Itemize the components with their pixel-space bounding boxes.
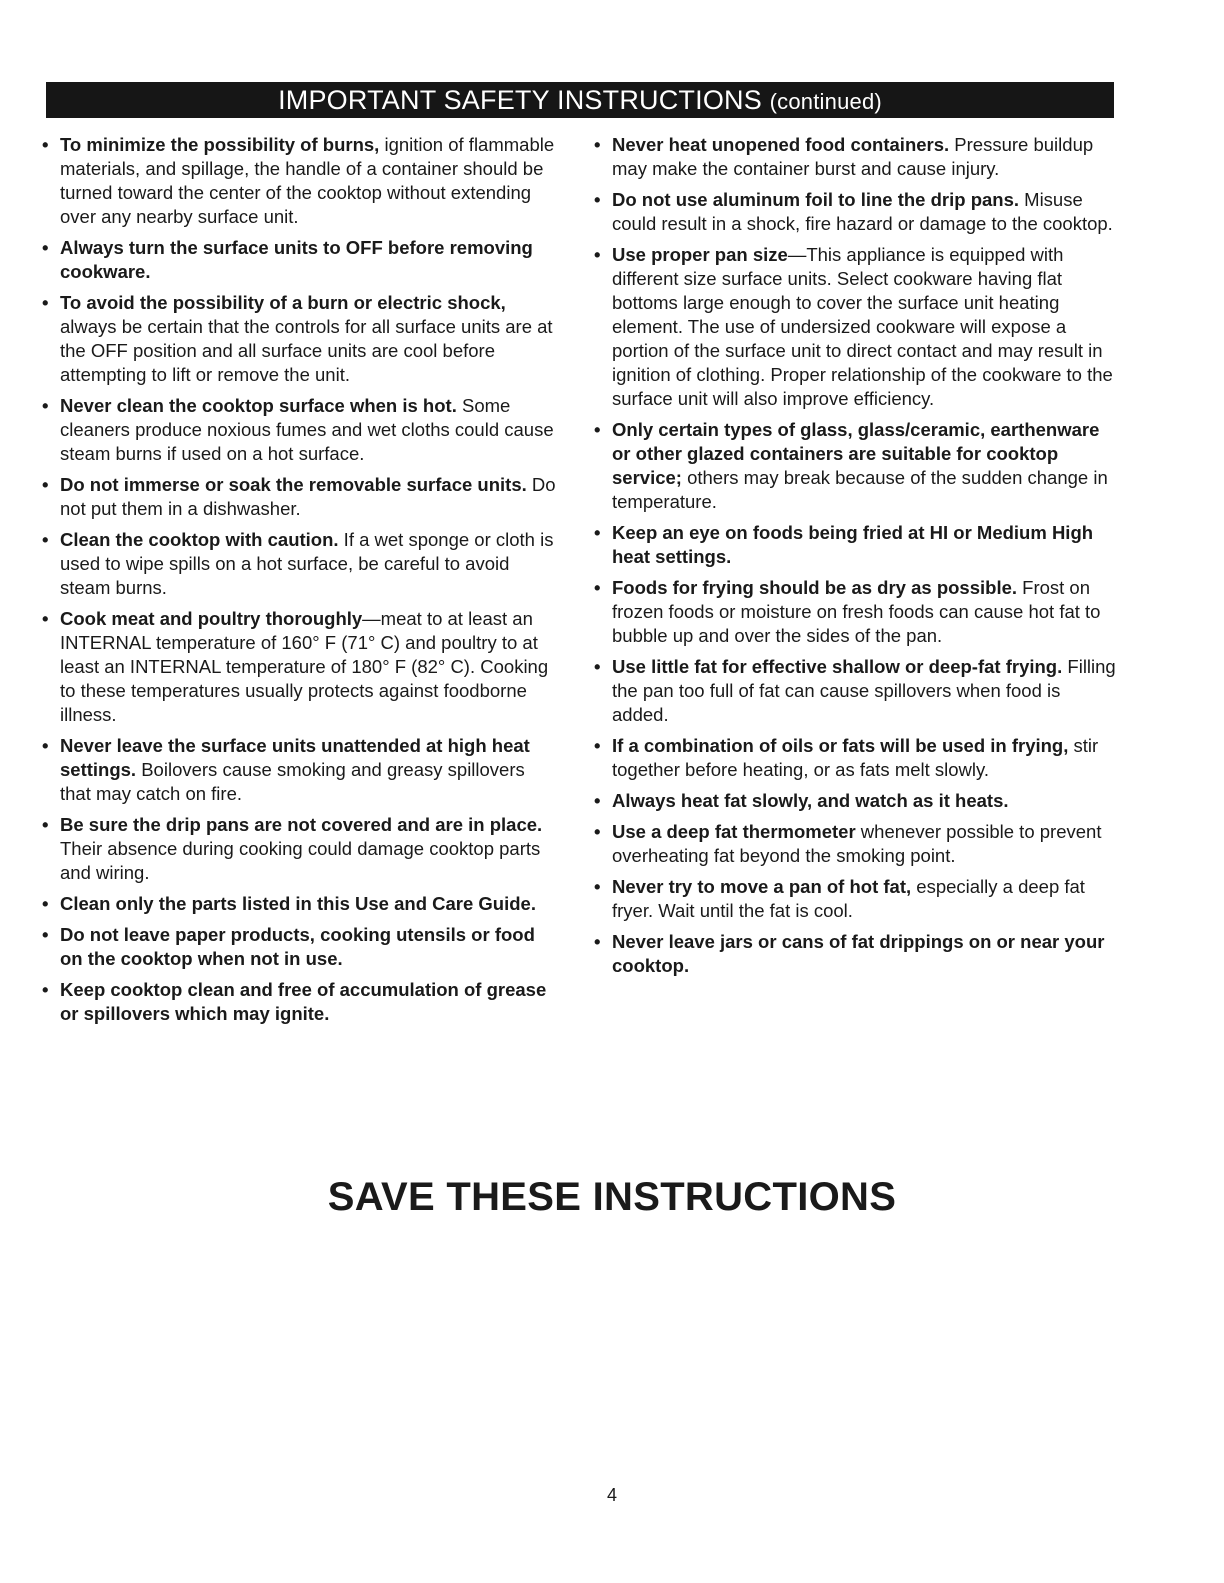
instruction-body: —meat to at least an INTERNAL temperature of 160° F (71° C) and poultry to at least an INTERNAL temperature of 180° F (82° C). Cooking to these temperatures usually protects against foodborne illness. — [60, 608, 549, 725]
list-item — [40, 394, 560, 466]
page-number: 4 — [606, 1485, 617, 1505]
instruction-body: Misuse could result in a shock, fire hazard or damage to the cooktop. — [612, 189, 1113, 234]
instruction-heading: Never leave the surface units unattended at high heat settings. — [60, 735, 530, 780]
save-instructions-heading: SAVE THESE INSTRUCTIONS — [327, 1175, 897, 1219]
list-item — [40, 236, 560, 284]
list-item — [40, 734, 560, 806]
left-instructions-list — [40, 133, 560, 1033]
instruction-body: whenever possible to prevent overheating fat beyond the smoking point. — [612, 821, 1102, 866]
instruction-body: Pressure buildup may make the container burst and cause injury. — [612, 134, 1094, 179]
instruction-heading: Never leave jars or cans of fat drippings on or near your cooktop. — [612, 931, 1105, 976]
instruction-heading: Always heat fat slowly, and watch as it heats. — [612, 790, 1009, 811]
instruction-heading: Do not use aluminum foil to line the drip pans. — [612, 189, 1020, 210]
instruction-heading: Always turn the surface units to OFF before removing cookware. — [60, 237, 533, 282]
list-item — [40, 291, 560, 387]
instruction-body: —This appliance is equipped with different size surface units. Select cookware having flat bottoms large enough to cover the surface unit heating element. The use of undersized cookware will expose a portion of the surface unit to direct contact and may result in ignition of clothing. Proper relationship of the cookware to the surface unit will also improve efficiency. — [612, 244, 1113, 409]
instruction-heading: If a combination of oils or fats will be used in frying, — [612, 735, 1069, 756]
instruction-heading: Use little fat for effective shallow or deep-fat frying. — [612, 656, 1063, 677]
instruction-body: stir together before heating, or as fats melt slowly. — [612, 735, 1099, 780]
header-subtitle: (continued) — [769, 89, 882, 114]
instruction-heading: Never clean the cooktop surface when is hot. — [60, 395, 457, 416]
list-item — [592, 930, 1117, 978]
list-item — [40, 978, 560, 1026]
list-item — [592, 521, 1117, 569]
list-item — [592, 243, 1117, 411]
list-item — [592, 418, 1117, 514]
list-item — [592, 655, 1117, 727]
instruction-heading: To avoid the possibility of a burn or electric shock, — [60, 292, 506, 313]
instruction-body: Do not put them in a dishwasher. — [60, 474, 556, 519]
instruction-body: Filling the pan too full of fat can cause spillovers when food is added. — [612, 656, 1116, 725]
instruction-heading: Never try to move a pan of hot fat, — [612, 876, 912, 897]
instruction-heading: To minimize the possibility of burns, — [60, 134, 380, 155]
list-item — [40, 813, 560, 885]
instruction-heading: Do not leave paper products, cooking utensils or food on the cooktop when not in use. — [60, 924, 535, 969]
list-item — [592, 789, 1117, 813]
instruction-body: others may break because of the sudden change in temperature. — [612, 467, 1108, 512]
list-item — [592, 734, 1117, 782]
list-item — [592, 820, 1117, 868]
list-item — [40, 892, 560, 916]
instruction-body: ignition of flammable materials, and spillage, the handle of a container should be turned toward the center of the cooktop without extending over any nearby surface unit. — [60, 134, 555, 227]
instruction-body: If a wet sponge or cloth is used to wipe spills on a hot surface, be careful to avoid steam burns. — [60, 529, 554, 598]
instruction-body: especially a deep fat fryer. Wait until the fat is cool. — [612, 876, 1085, 921]
list-item — [40, 133, 560, 229]
instruction-body: Boilovers cause smoking and greasy spillovers that may catch on fire. — [60, 759, 525, 804]
instruction-heading: Use proper pan size — [612, 244, 788, 265]
header-title: IMPORTANT SAFETY INSTRUCTIONS — [278, 85, 762, 115]
instruction-heading: Clean only the parts listed in this Use and Care Guide. — [60, 893, 536, 914]
list-item — [40, 473, 560, 521]
instruction-heading: Keep cooktop clean and free of accumulation of grease or spillovers which may ignite. — [60, 979, 547, 1024]
instruction-heading: Cook meat and poultry thoroughly — [60, 608, 363, 629]
section-header-banner — [46, 82, 1114, 118]
list-item — [592, 188, 1117, 236]
list-item — [592, 133, 1117, 181]
instruction-heading: Be sure the drip pans are not covered and are in place. — [60, 814, 543, 835]
list-item — [40, 607, 560, 727]
instruction-body: Frost on frozen foods or moisture on fresh foods can cause hot fat to bubble up and over the sides of the pan. — [612, 577, 1101, 646]
instruction-heading: Clean the cooktop with caution. — [60, 529, 339, 550]
list-item — [592, 875, 1117, 923]
instruction-heading: Only certain types of glass, glass/ceramic, earthenware or other glazed containers are suitable for cooktop service; — [612, 419, 1100, 488]
instruction-heading: Do not immerse or soak the removable surface units. — [60, 474, 527, 495]
instruction-heading: Never heat unopened food containers. — [612, 134, 950, 155]
instruction-body: always be certain that the controls for all surface units are at the OFF position and all surface units are cool before attempting to lift or remove the unit. — [60, 316, 553, 385]
instruction-body: Their absence during cooking could damage cooktop parts and wiring. — [60, 838, 541, 883]
instruction-heading: Use a deep fat thermometer — [612, 821, 856, 842]
instruction-body: Some cleaners produce noxious fumes and wet cloths could cause steam burns if used on a hot surface. — [60, 395, 554, 464]
instruction-heading: Keep an eye on foods being fried at HI or Medium High heat settings. — [612, 522, 1094, 567]
list-item — [40, 923, 560, 971]
list-item — [592, 576, 1117, 648]
instruction-heading: Foods for frying should be as dry as possible. — [612, 577, 1018, 598]
list-item — [40, 528, 560, 600]
right-instructions-list — [592, 133, 1117, 985]
